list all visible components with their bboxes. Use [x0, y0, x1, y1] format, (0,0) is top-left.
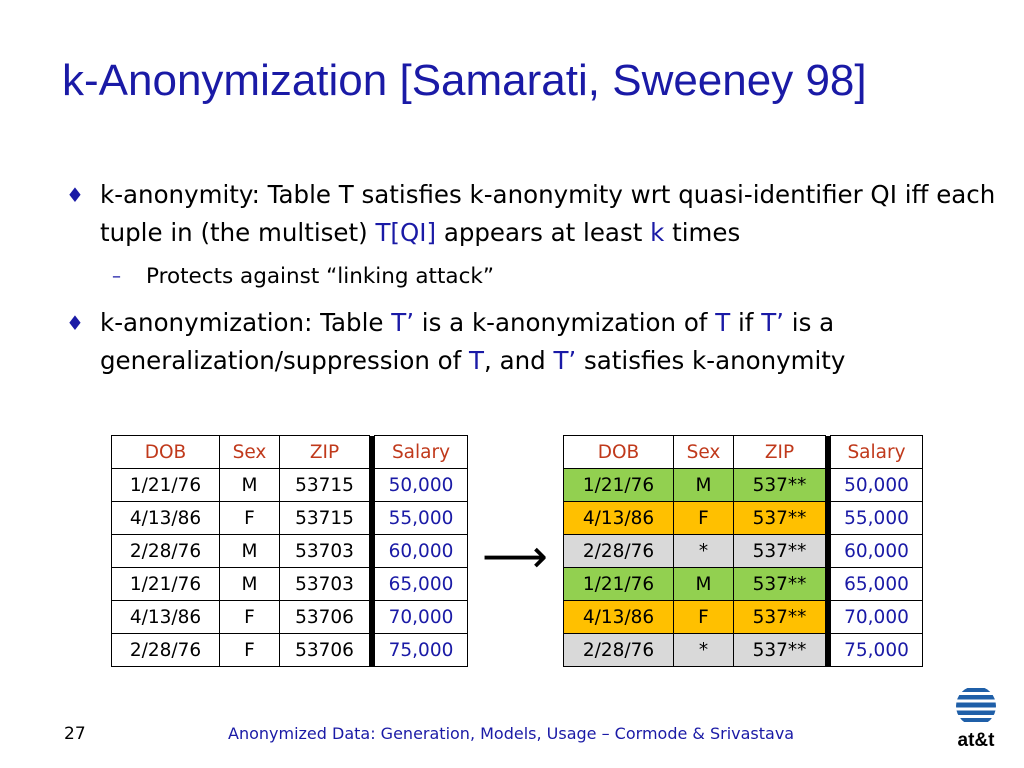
header-row [112, 436, 468, 469]
sub-bullet-text: Protects against “linking attack” [146, 264, 494, 289]
bullet-text: satisfies k-anonymity [576, 346, 846, 375]
original-table-body [112, 469, 468, 667]
diamond-bullet-icon: ♦ [66, 183, 84, 207]
table-row [112, 568, 468, 601]
table-cell: 537** [734, 568, 826, 601]
table-row [112, 601, 468, 634]
table-cell: 70,000 [831, 601, 923, 634]
table-row [564, 502, 923, 535]
bullet-text: , and [484, 346, 554, 375]
bullet-text: if [730, 308, 762, 337]
table-cell: 53706 [280, 634, 370, 667]
table-cell: 53703 [280, 535, 370, 568]
table-cell: F [674, 601, 734, 634]
highlight-t: T [715, 308, 731, 337]
att-logo-text: at&t [957, 730, 995, 751]
table-cell: 4/13/86 [112, 502, 220, 535]
table-cell: * [674, 634, 734, 667]
table-cell: 70,000 [375, 601, 468, 634]
table-cell: 2/28/76 [112, 535, 220, 568]
highlight-t-prime: T’ [761, 308, 784, 337]
highlight-t: T [469, 346, 484, 375]
att-globe-logo-icon [944, 684, 1008, 764]
table-cell: 2/28/76 [112, 634, 220, 667]
anonymized-table-body [564, 469, 923, 667]
column-header: Salary [375, 436, 468, 469]
table-cell: 60,000 [375, 535, 468, 568]
highlight-tqi: T[QI] [375, 218, 437, 247]
table-row [564, 535, 923, 568]
page-number: 27 [64, 724, 86, 744]
bullet-text: times [664, 218, 741, 247]
diamond-bullet-icon: ♦ [66, 311, 84, 335]
table-row [564, 469, 923, 502]
column-header: DOB [564, 436, 674, 469]
table-cell: 4/13/86 [564, 601, 674, 634]
table-cell: 537** [734, 535, 826, 568]
table-cell: 55,000 [831, 502, 923, 535]
column-header: ZIP [280, 436, 370, 469]
table-cell: F [220, 502, 280, 535]
dash-bullet-icon: – [112, 266, 121, 287]
table-cell: 75,000 [831, 634, 923, 667]
bullet-list [62, 176, 1012, 380]
table-cell: 1/21/76 [564, 568, 674, 601]
table-cell: F [220, 634, 280, 667]
table-cell: M [220, 535, 280, 568]
highlight-k: k [650, 218, 665, 247]
table-cell: 2/28/76 [564, 535, 674, 568]
right-arrow-icon: ⟶ [482, 530, 548, 582]
table-cell: 55,000 [375, 502, 468, 535]
column-header: Sex [674, 436, 734, 469]
table-cell: 50,000 [375, 469, 468, 502]
table-cell: 4/13/86 [112, 601, 220, 634]
table-row [112, 469, 468, 502]
table-cell: M [220, 568, 280, 601]
table-row [112, 502, 468, 535]
table-cell: 53703 [280, 568, 370, 601]
table-cell: 537** [734, 601, 826, 634]
footer-text: Anonymized Data: Generation, Models, Usage – Cormode & Srivastava [228, 724, 795, 743]
table-row [112, 535, 468, 568]
original-table [111, 435, 468, 667]
table-cell: 4/13/86 [564, 502, 674, 535]
table-cell: 75,000 [375, 634, 468, 667]
anonymized-table-header [564, 436, 923, 469]
bullet-k-anonymity [62, 176, 1012, 252]
slide-title: k-Anonymization [Samarati, Sweeney 98] [62, 56, 867, 105]
bullet-text: k-anonymity: Table T satisfies k-anonymity wrt quasi-identifier QI iff each tuple in (the multiset) [100, 180, 996, 247]
table-cell: 53715 [280, 502, 370, 535]
original-table-header [112, 436, 468, 469]
table-cell: M [674, 568, 734, 601]
table-row [564, 634, 923, 667]
table-cell: 60,000 [831, 535, 923, 568]
table-cell: 537** [734, 634, 826, 667]
table-cell: M [674, 469, 734, 502]
bullet-k-anonymization [62, 304, 1012, 380]
table-cell: 1/21/76 [112, 469, 220, 502]
anonymized-table [563, 435, 923, 667]
table-cell: * [674, 535, 734, 568]
sub-bullet-linking-attack [62, 258, 1012, 296]
table-cell: 53706 [280, 601, 370, 634]
table-cell: F [674, 502, 734, 535]
table-cell: 1/21/76 [112, 568, 220, 601]
table-cell: 53715 [280, 469, 370, 502]
table-cell: 50,000 [831, 469, 923, 502]
header-row [564, 436, 923, 469]
table-cell: 2/28/76 [564, 634, 674, 667]
highlight-t-prime: T’ [391, 308, 415, 337]
column-header: ZIP [734, 436, 826, 469]
table-row [564, 568, 923, 601]
bullet-text: is a k-anonymization of [414, 308, 716, 337]
table-cell: M [220, 469, 280, 502]
bullet-text: is a generalization/suppression of [100, 308, 835, 375]
table-row [112, 634, 468, 667]
table-cell: F [220, 601, 280, 634]
column-header: Sex [220, 436, 280, 469]
table-cell: 65,000 [831, 568, 923, 601]
table-cell: 65,000 [375, 568, 468, 601]
column-header: Salary [831, 436, 923, 469]
table-cell: 537** [734, 469, 826, 502]
table-cell: 537** [734, 502, 826, 535]
highlight-t-prime: T’ [553, 346, 577, 375]
bullet-text: appears at least [436, 218, 651, 247]
table-cell: 1/21/76 [564, 469, 674, 502]
table-row [564, 601, 923, 634]
bullet-text: k-anonymization: Table [100, 308, 392, 337]
column-header: DOB [112, 436, 220, 469]
